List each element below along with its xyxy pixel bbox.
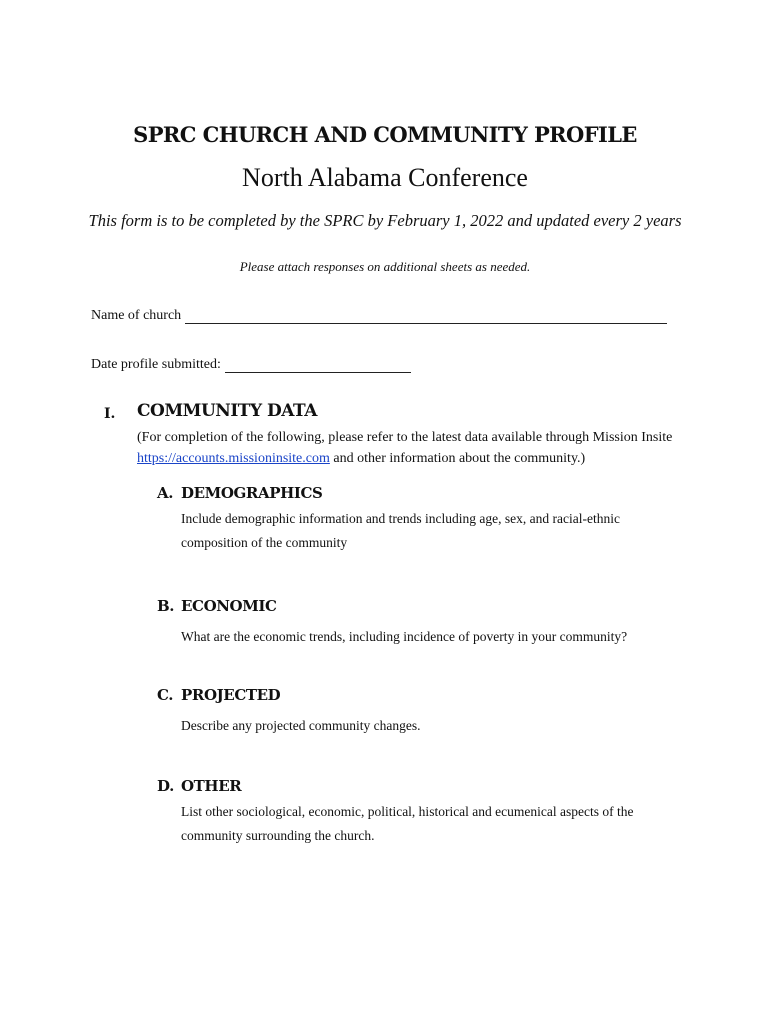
date-submitted-field[interactable] <box>225 358 411 373</box>
church-name-field[interactable] <box>185 309 667 324</box>
subsection-title: DEMOGRAPHICS <box>181 484 323 502</box>
subsection-letter: C. <box>157 686 174 704</box>
section-title: COMMUNITY DATA <box>137 401 317 421</box>
date-submitted-label: Date profile submitted: <box>91 357 221 372</box>
deadline-note: This form is to be completed by the SPRC by February 1, 2022 and updated every 2 years <box>88 211 682 230</box>
page-subtitle: North Alabama Conference <box>242 163 528 192</box>
mission-insite-link[interactable]: https://accounts.missioninsite.com <box>137 451 330 466</box>
subsection-letter: A. <box>157 484 174 502</box>
date-submitted-row <box>91 357 411 373</box>
subsection-letter: D. <box>157 777 174 795</box>
subsection-heading-other <box>157 777 241 795</box>
subsection-body-projected: Describe any projected community changes. <box>181 718 421 733</box>
section-note <box>137 427 697 469</box>
subsection-body-other: List other sociological, economic, political, historical and ecumenical aspects of the community surrounding the church. <box>181 804 634 843</box>
subsection-body-demographics: Include demographic information and trends including age, sex, and racial-ethnic composition of the community <box>181 511 620 550</box>
subsection-heading-projected <box>157 686 280 704</box>
subsection-body-economic: What are the economic trends, including incidence of poverty in your community? <box>181 629 628 644</box>
subsection-title: ECONOMIC <box>181 597 277 615</box>
subsection-heading-demographics <box>157 484 322 502</box>
subsection-title: OTHER <box>181 777 242 795</box>
attach-note: Please attach responses on additional sheets as needed. <box>239 259 531 274</box>
church-name-label: Name of church <box>91 308 182 323</box>
church-name-row <box>91 308 667 324</box>
section-note-text-end: and other information about the community.) <box>329 451 586 466</box>
subsection-heading-economic <box>157 597 277 615</box>
section-note-text: (For completion of the following, please refer to the latest data available through Mission Insite <box>137 430 673 445</box>
subsection-letter: B. <box>157 597 175 615</box>
page-title: SPRC CHURCH AND COMMUNITY PROFILE <box>133 122 637 147</box>
section-number: I. <box>104 406 116 422</box>
subsection-title: PROJECTED <box>181 686 281 704</box>
